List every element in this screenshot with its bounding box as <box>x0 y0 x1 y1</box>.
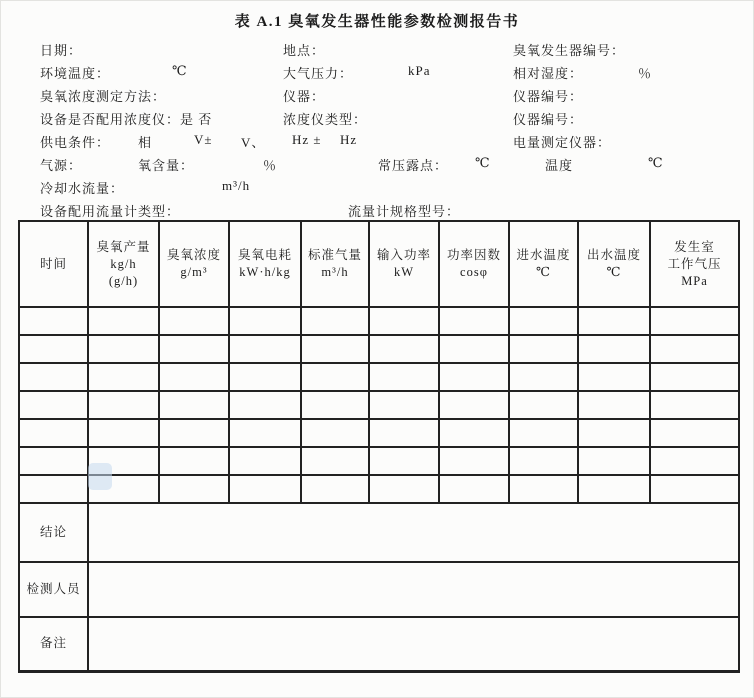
table-cell <box>19 307 88 335</box>
unit-celsius-2: ℃ <box>475 155 491 170</box>
table-cell <box>229 335 301 363</box>
table-cell <box>369 475 439 503</box>
remarks-label: 备注 <box>19 617 88 671</box>
table-cell <box>159 419 229 447</box>
col-header-ozone-concentration: 臭氧浓度 g/m³ <box>159 221 229 307</box>
table-cell <box>229 475 301 503</box>
col-header-time: 时间 <box>19 221 88 307</box>
table-cell <box>650 335 739 363</box>
field-label-temperature: 温度 <box>545 158 574 173</box>
table-cell <box>509 447 578 475</box>
table-cell <box>578 475 650 503</box>
field-label-instrument: 仪器： <box>283 89 326 104</box>
table-cell <box>509 391 578 419</box>
field-label-meter-type: 浓度仪类型： <box>283 112 368 127</box>
info-row-flowmeter <box>0 201 754 221</box>
document-title: 表 A.1 臭氧发生器性能参数检测报告书 <box>234 14 520 30</box>
table-cell <box>439 335 509 363</box>
remarks-value-cell <box>88 617 739 671</box>
col-header-input-power: 输入功率 kW <box>369 221 439 307</box>
info-row-power-supply <box>0 132 754 152</box>
table-cell <box>369 391 439 419</box>
table-cell <box>301 307 369 335</box>
table-row <box>19 363 739 391</box>
table-cell <box>301 391 369 419</box>
highlight-artifact <box>88 463 112 490</box>
unit-celsius-3: ℃ <box>648 155 664 170</box>
field-label-flowmeter-type: 设备配用流量计类型： <box>40 204 181 219</box>
table-cell <box>19 391 88 419</box>
field-label-power-conditions: 供电条件： <box>40 135 111 150</box>
field-label-ambient-temp: 环境温度： <box>40 66 111 81</box>
table-cell <box>578 335 650 363</box>
table-cell <box>650 447 739 475</box>
table-cell <box>88 363 159 391</box>
field-label-relative-humidity: 相对湿度： <box>513 66 584 81</box>
unit-hz: Hz <box>340 132 358 147</box>
inspectors-label: 检测人员 <box>19 562 88 617</box>
field-label-gas-source: 气源： <box>40 158 83 173</box>
table-cell <box>509 307 578 335</box>
table-cell <box>19 447 88 475</box>
table-cell <box>19 475 88 503</box>
table-row <box>19 475 739 503</box>
table-cell <box>229 363 301 391</box>
field-label-dew-point: 常压露点： <box>378 158 449 173</box>
table-cell <box>19 419 88 447</box>
table-cell <box>229 307 301 335</box>
table-cell <box>439 307 509 335</box>
table-cell <box>229 419 301 447</box>
table-row <box>19 335 739 363</box>
field-label-instrument-number: 仪器编号： <box>513 89 584 104</box>
report-table <box>18 220 740 673</box>
table-cell <box>19 335 88 363</box>
info-row-concentration-meter <box>0 109 754 129</box>
table-cell <box>578 391 650 419</box>
inspectors-value-cell <box>88 562 739 617</box>
unit-percent-2: ％ <box>263 158 278 173</box>
table-cell <box>578 419 650 447</box>
table-cell <box>439 419 509 447</box>
col-header-outlet-water-temp: 出水温度 ℃ <box>578 221 650 307</box>
table-cell <box>369 419 439 447</box>
conclusion-value-cell <box>88 503 739 562</box>
col-header-chamber-pressure: 发生室 工作气压 MPa <box>650 221 739 307</box>
unit-volt: V、 <box>241 135 266 150</box>
table-cell <box>159 475 229 503</box>
table-cell <box>578 447 650 475</box>
info-row-ambient <box>0 63 754 83</box>
conclusion-label: 结论 <box>19 503 88 562</box>
field-label-flowmeter-model: 流量计规格型号： <box>348 204 461 219</box>
unit-hz-plusminus: Hz ± <box>292 132 322 147</box>
unit-percent: ％ <box>638 66 653 81</box>
table-row <box>19 391 739 419</box>
field-label-instrument-number-2: 仪器编号： <box>513 112 584 127</box>
table-cell <box>578 307 650 335</box>
info-row-date-location <box>0 40 754 60</box>
table-cell <box>88 335 159 363</box>
table-cell <box>229 447 301 475</box>
table-cell <box>159 447 229 475</box>
remarks-row <box>19 617 739 671</box>
table-cell <box>159 363 229 391</box>
table-cell <box>439 363 509 391</box>
table-cell <box>301 335 369 363</box>
inspectors-row <box>19 562 739 617</box>
table-cell <box>159 335 229 363</box>
table-cell <box>650 419 739 447</box>
col-header-standard-gas-volume: 标准气量 m³/h <box>301 221 369 307</box>
table-cell <box>369 307 439 335</box>
unit-celsius: ℃ <box>172 63 188 78</box>
table-cell <box>650 391 739 419</box>
field-label-date: 日期： <box>40 43 83 58</box>
table-row <box>19 419 739 447</box>
field-label-equipped-meter-yes-no: 设备是否配用浓度仪：是 否 <box>40 112 213 127</box>
unit-kpa: kPa <box>408 63 431 78</box>
table-header-row <box>19 221 739 307</box>
unit-m3h: m³/h <box>222 178 251 193</box>
table-cell <box>301 475 369 503</box>
conclusion-row <box>19 503 739 562</box>
table-row <box>19 447 739 475</box>
table-cell <box>439 447 509 475</box>
info-row-method <box>0 86 754 106</box>
table-cell <box>439 391 509 419</box>
table-cell <box>439 475 509 503</box>
table-cell <box>509 419 578 447</box>
table-cell <box>509 475 578 503</box>
unit-volt-plusminus: V± <box>194 132 213 147</box>
table-cell <box>88 307 159 335</box>
info-row-gas-source <box>0 155 754 175</box>
table-cell <box>509 363 578 391</box>
table-cell <box>301 363 369 391</box>
table-cell <box>650 475 739 503</box>
field-label-atmospheric-pressure: 大气压力： <box>283 66 354 81</box>
col-header-inlet-water-temp: 进水温度 ℃ <box>509 221 578 307</box>
col-header-ozone-power-consumption: 臭氧电耗 kW·h/kg <box>229 221 301 307</box>
col-header-ozone-output: 臭氧产量 kg/h (g/h) <box>88 221 159 307</box>
table-cell <box>369 447 439 475</box>
table-cell <box>229 391 301 419</box>
field-label-location: 地点： <box>283 43 326 58</box>
table-row <box>19 307 739 335</box>
table-cell <box>650 307 739 335</box>
field-label-power-measuring-instrument: 电量测定仪器： <box>513 135 612 150</box>
table-cell <box>301 419 369 447</box>
table-cell <box>578 363 650 391</box>
table-cell <box>369 363 439 391</box>
field-label-oxygen-content: 氧含量： <box>138 158 195 173</box>
field-label-ozone-measure-method: 臭氧浓度测定方法： <box>40 89 167 104</box>
field-label-generator-number: 臭氧发生器编号： <box>513 43 626 58</box>
table-cell <box>88 419 159 447</box>
field-label-phase: 相 <box>138 135 153 150</box>
table-cell <box>369 335 439 363</box>
info-row-cooling-water <box>0 178 754 198</box>
table-cell <box>19 363 88 391</box>
table-cell <box>509 335 578 363</box>
table-cell <box>88 391 159 419</box>
col-header-power-factor: 功率因数 cosφ <box>439 221 509 307</box>
table-cell <box>301 447 369 475</box>
table-cell <box>159 307 229 335</box>
table-cell <box>159 391 229 419</box>
table-cell <box>650 363 739 391</box>
field-label-cooling-water-flow: 冷却水流量： <box>40 181 125 196</box>
